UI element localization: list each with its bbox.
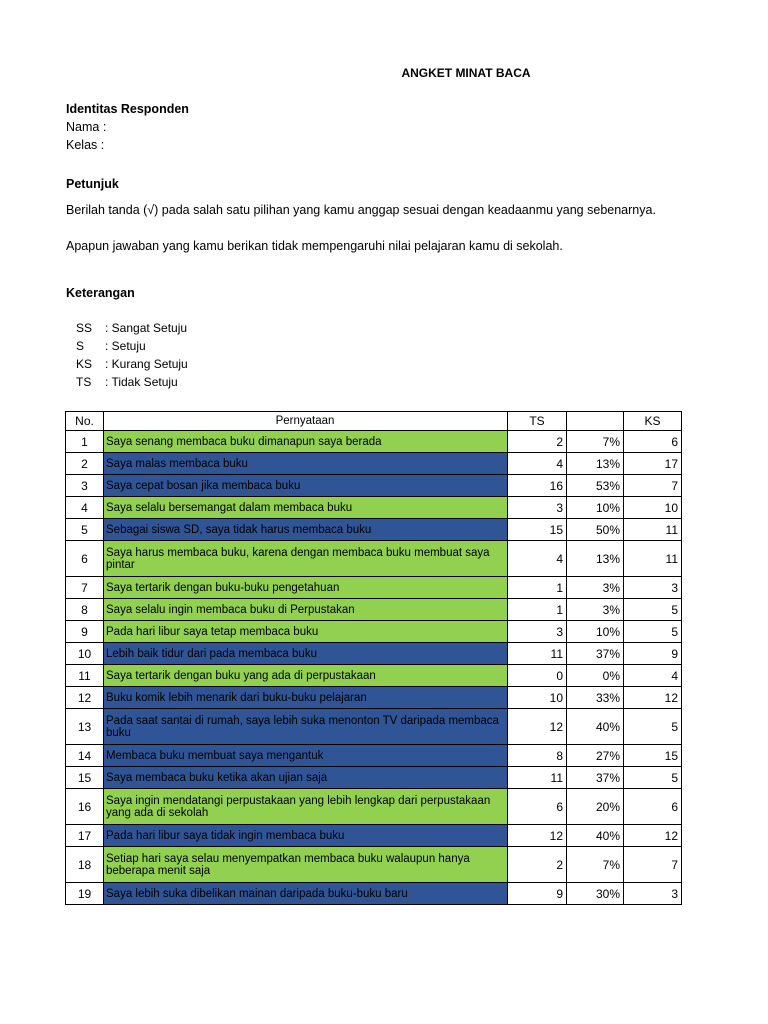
row-ks-count: 17 (624, 453, 682, 475)
row-statement: Saya harus membaca buku, karena dengan membaca buku membuat saya pintar (104, 541, 508, 577)
row-ks-count: 12 (624, 687, 682, 709)
row-statement: Membaca buku membuat saya mengantuk (104, 745, 508, 767)
row-statement: Saya malas membaca buku (104, 453, 508, 475)
table-row (66, 767, 682, 789)
row-percent: 33% (567, 687, 624, 709)
table-row (66, 497, 682, 519)
row-percent: 7% (567, 847, 624, 883)
table-row (66, 665, 682, 687)
legend-code: S (76, 339, 85, 353)
row-ts-count: 1 (508, 599, 567, 621)
row-ts-count: 11 (508, 643, 567, 665)
row-number: 12 (66, 687, 104, 709)
row-percent: 30% (567, 883, 624, 905)
row-ts-count: 12 (508, 709, 567, 745)
row-ks-count: 6 (624, 431, 682, 453)
table-row (66, 847, 682, 883)
row-ts-count: 0 (508, 665, 567, 687)
legend-heading: Keterangan (66, 286, 135, 300)
row-statement: Saya tertarik dengan buku yang ada di perpustakaan (104, 665, 508, 687)
row-percent: 50% (567, 519, 624, 541)
row-percent: 3% (567, 577, 624, 599)
row-ts-count: 4 (508, 453, 567, 475)
row-number: 1 (66, 431, 104, 453)
row-percent: 10% (567, 497, 624, 519)
legend-item (76, 321, 187, 335)
legend-code: SS (76, 321, 93, 335)
row-percent: 3% (567, 599, 624, 621)
row-percent: 20% (567, 789, 624, 825)
instruction-line-2: Apapun jawaban yang kamu berikan tidak mempengaruhi nilai pelajaran kamu di sekolah. (66, 239, 563, 253)
row-ts-count: 11 (508, 767, 567, 789)
row-ks-count: 15 (624, 745, 682, 767)
row-ks-count: 5 (624, 599, 682, 621)
row-ks-count: 5 (624, 767, 682, 789)
table-row (66, 825, 682, 847)
legend-item (76, 339, 146, 353)
table-row (66, 475, 682, 497)
row-percent: 7% (567, 431, 624, 453)
row-statement: Saya selalu ingin membaca buku di Perpustakan (104, 599, 508, 621)
row-ts-count: 2 (508, 847, 567, 883)
row-ts-count: 16 (508, 475, 567, 497)
row-number: 4 (66, 497, 104, 519)
row-ks-count: 10 (624, 497, 682, 519)
row-number: 8 (66, 599, 104, 621)
header-no: No. (66, 412, 104, 431)
table-row (66, 643, 682, 665)
row-percent: 40% (567, 825, 624, 847)
row-number: 6 (66, 541, 104, 577)
row-statement: Pada hari libur saya tidak ingin membaca buku (104, 825, 508, 847)
row-ts-count: 1 (508, 577, 567, 599)
row-number: 7 (66, 577, 104, 599)
row-ks-count: 4 (624, 665, 682, 687)
row-number: 9 (66, 621, 104, 643)
table-row (66, 519, 682, 541)
row-statement: Lebih baik tidur dari pada membaca buku (104, 643, 508, 665)
row-number: 5 (66, 519, 104, 541)
row-percent: 0% (567, 665, 624, 687)
legend-desc: : Tidak Setuju (105, 375, 178, 389)
legend-desc: : Kurang Setuju (105, 357, 188, 371)
row-statement: Buku komik lebih menarik dari buku-buku pelajaran (104, 687, 508, 709)
row-ks-count: 3 (624, 577, 682, 599)
row-ts-count: 6 (508, 789, 567, 825)
table-header-row (66, 412, 682, 431)
row-number: 14 (66, 745, 104, 767)
class-label: Kelas : (66, 138, 105, 152)
row-statement: Saya tertarik dengan buku-buku pengetahuan (104, 577, 508, 599)
header-ts: TS (508, 412, 567, 431)
row-ts-count: 2 (508, 431, 567, 453)
row-statement: Saya membaca buku ketika akan ujian saja (104, 767, 508, 789)
row-ts-count: 3 (508, 621, 567, 643)
row-ts-count: 8 (508, 745, 567, 767)
header-percent (567, 412, 624, 431)
table-row (66, 599, 682, 621)
row-statement: Setiap hari saya selau menyempatkan membaca buku walaupun hanya beberapa menit saja (104, 847, 508, 883)
row-ks-count: 5 (624, 709, 682, 745)
row-ks-count: 6 (624, 789, 682, 825)
legend-item (76, 375, 178, 389)
header-statement: Pernyataan (104, 412, 508, 431)
row-percent: 53% (567, 475, 624, 497)
row-number: 17 (66, 825, 104, 847)
row-percent: 10% (567, 621, 624, 643)
row-statement: Saya lebih suka dibelikan mainan daripada buku-buku baru (104, 883, 508, 905)
row-number: 16 (66, 789, 104, 825)
row-ks-count: 11 (624, 541, 682, 577)
page-title: ANGKET MINAT BACA (401, 66, 531, 80)
row-number: 15 (66, 767, 104, 789)
survey-table (65, 411, 682, 905)
legend-desc: : Sangat Setuju (105, 321, 188, 335)
row-percent: 40% (567, 709, 624, 745)
row-number: 19 (66, 883, 104, 905)
legend-code: TS (76, 375, 92, 389)
row-percent: 37% (567, 643, 624, 665)
row-statement: Pada hari libur saya tetap membaca buku (104, 621, 508, 643)
row-number: 2 (66, 453, 104, 475)
row-number: 13 (66, 709, 104, 745)
row-number: 3 (66, 475, 104, 497)
row-ks-count: 9 (624, 643, 682, 665)
row-ts-count: 4 (508, 541, 567, 577)
row-statement: Saya selalu bersemangat dalam membaca buku (104, 497, 508, 519)
row-number: 11 (66, 665, 104, 687)
row-percent: 13% (567, 453, 624, 475)
row-ts-count: 3 (508, 497, 567, 519)
row-ks-count: 11 (624, 519, 682, 541)
row-ts-count: 10 (508, 687, 567, 709)
row-ks-count: 12 (624, 825, 682, 847)
instruction-line-1: Berilah tanda (√) pada salah satu pilihan yang kamu anggap sesuai dengan keadaanmu yang sebenarnya. (66, 203, 656, 217)
row-ts-count: 12 (508, 825, 567, 847)
row-ks-count: 5 (624, 621, 682, 643)
row-percent: 37% (567, 767, 624, 789)
row-number: 18 (66, 847, 104, 883)
row-statement: Saya cepat bosan jika membaca buku (104, 475, 508, 497)
row-ks-count: 7 (624, 475, 682, 497)
table-row (66, 745, 682, 767)
row-percent: 27% (567, 745, 624, 767)
row-number: 10 (66, 643, 104, 665)
legend-desc: : Setuju (105, 339, 146, 353)
legend-code: KS (76, 357, 93, 371)
table-row (66, 709, 682, 745)
row-ts-count: 9 (508, 883, 567, 905)
table-row (66, 883, 682, 905)
row-ks-count: 7 (624, 847, 682, 883)
identity-heading: Identitas Responden (66, 102, 189, 116)
instructions-heading: Petunjuk (66, 177, 119, 191)
table-row (66, 687, 682, 709)
row-ks-count: 3 (624, 883, 682, 905)
header-ks: KS (624, 412, 682, 431)
table-row (66, 453, 682, 475)
table-row (66, 577, 682, 599)
legend-item (76, 357, 188, 371)
row-ts-count: 15 (508, 519, 567, 541)
table-row (66, 541, 682, 577)
row-statement: Saya ingin mendatangi perpustakaan yang lebih lengkap dari perpustakaan yang ada di sekolah (104, 789, 508, 825)
table-row (66, 789, 682, 825)
row-statement: Pada saat santai di rumah, saya lebih suka menonton TV daripada membaca buku (104, 709, 508, 745)
row-percent: 13% (567, 541, 624, 577)
row-statement: Saya senang membaca buku dimanapun saya berada (104, 431, 508, 453)
table-row (66, 621, 682, 643)
table-row (66, 431, 682, 453)
row-statement: Sebagai siswa SD, saya tidak harus membaca buku (104, 519, 508, 541)
name-label: Nama : (66, 120, 107, 134)
